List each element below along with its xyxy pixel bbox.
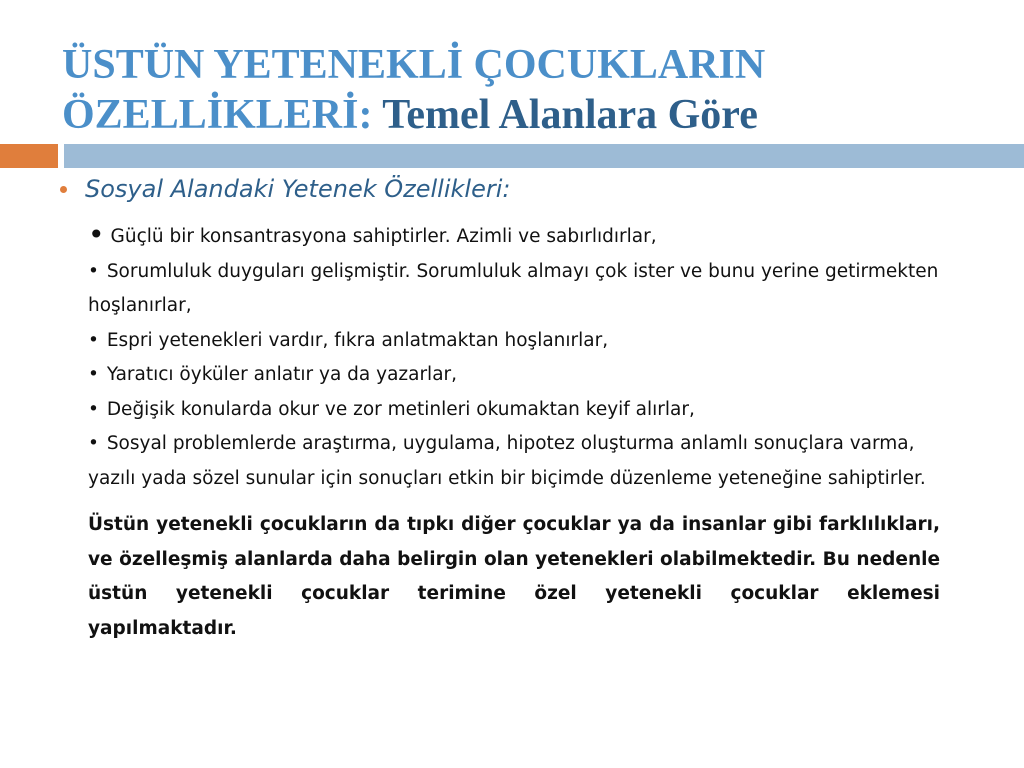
list-item-text: Sorumluluk duyguları gelişmiştir. Sorumluluk almayı çok ister ve bunu yerine getirmekten hoşlanırlar, xyxy=(88,260,939,316)
list-item xyxy=(88,324,940,359)
list-item xyxy=(88,393,940,428)
list-item-text: Sosyal problemlerde araştırma, uygulama, hipotez oluşturma anlamlı sonuçlara varma, yazılı yada sözel sunular için sonuçları etkin bir biçimde düzenleme yeteneğine sahiptirler. xyxy=(88,433,926,489)
accent-bar-blue xyxy=(64,144,1024,168)
section-heading xyxy=(60,172,940,206)
summary-paragraph: Üstün yetenekli çocukların da tıpkı diğer çocuklar ya da insanlar gibi farklılıkları, ve özelleşmiş alanlarda daha belirgin olan yetenekleri olabilmektedir. Bu nedenle üstün yetenekli çocuklar terimine özel yetenekli çocuklar eklemesi yapılmaktadır. xyxy=(88,514,940,639)
list-item-text: Yaratıcı öyküler anlatır ya da yazarlar, xyxy=(106,364,458,385)
list-item-text: Değişik konularda okur ve zor metinleri okumaktan keyif alırlar, xyxy=(106,398,695,420)
title-line-1: ÜSTÜN YETENEKLİ ÇOCUKLARIN xyxy=(62,42,766,88)
bullet-glyph: • xyxy=(88,433,99,454)
bullet-glyph: • xyxy=(88,329,99,351)
bullet-glyph: • xyxy=(88,260,99,282)
bullet-glyph: • xyxy=(88,364,99,385)
title-line-2-suffix: Temel Alanlara Göre xyxy=(382,92,758,138)
list-item xyxy=(88,255,940,324)
title-line-2-prefix: ÖZELLİKLERİ: xyxy=(62,92,373,138)
list-item-text: Güçlü bir konsantrasyona sahiptirler. Azimli ve sabırlıdırlar, xyxy=(110,226,657,247)
list-item xyxy=(88,358,940,393)
list-item xyxy=(88,218,940,255)
title-line-2 xyxy=(62,90,1002,140)
bullet-glyph: • xyxy=(88,218,105,251)
list-item xyxy=(88,427,940,496)
bullet-icon xyxy=(60,186,67,193)
feature-list xyxy=(88,218,940,496)
section-heading-text: Sosyal Alandaki Yetenek Özellikleri: xyxy=(85,175,511,203)
bullet-glyph: • xyxy=(88,398,99,420)
accent-bar-orange xyxy=(0,144,58,168)
slide-content xyxy=(60,172,940,646)
slide-title xyxy=(62,40,1002,140)
list-item-text: Espri yetenekleri vardır, fıkra anlatmaktan hoşlanırlar, xyxy=(106,329,609,351)
